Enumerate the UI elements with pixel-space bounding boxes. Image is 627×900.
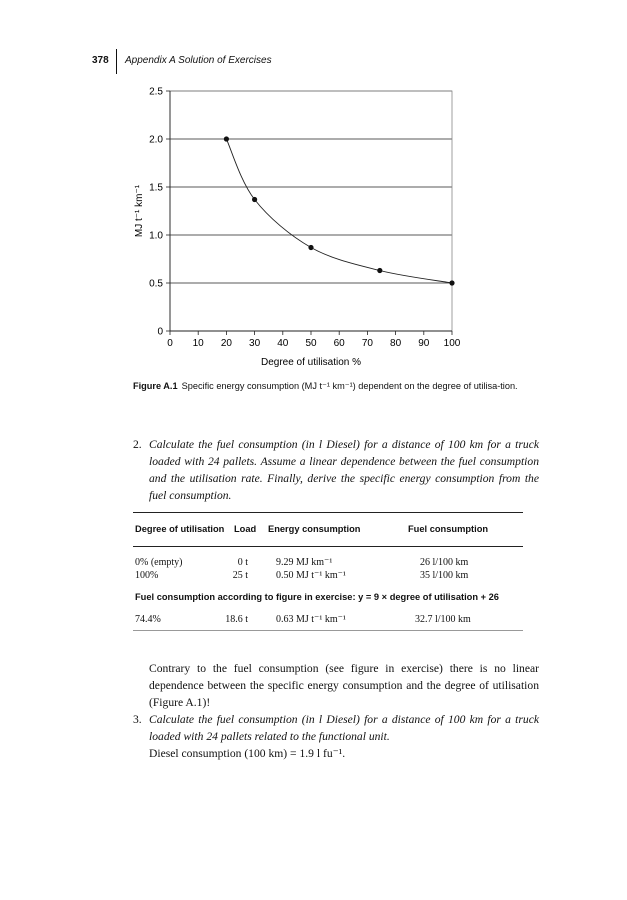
table-header-utilisation: Degree of utilisation [135, 524, 225, 534]
page-number: 378 [92, 55, 109, 66]
table-cell: 26 l/100 km [420, 557, 469, 568]
table-header-energy: Energy consumption [268, 524, 361, 534]
x-tick-label: 90 [418, 338, 430, 349]
table-cell: 0.63 MJ t⁻¹ km⁻¹ [276, 614, 346, 625]
exercise-2-number: 2. [133, 438, 142, 451]
data-point [308, 245, 313, 250]
x-tick-label: 20 [220, 338, 232, 349]
contrary-paragraph: Contrary to the fuel consumption (see figure in exercise) there is no linear dependence between the specific energy consumption and the degree of utilisation (Figure A.1)! [149, 662, 539, 709]
exercise-2-text: Calculate the fuel consumption (in l Diesel) for a distance of 100 km for a truck loaded with 24 pallets. Assume a linear dependence between the fuel consumption and the utilisation rate. Finally, derive the specific energy consumption from the fuel consumption. [149, 438, 539, 502]
x-tick-label: 70 [361, 338, 373, 349]
table-top-rule [133, 512, 523, 513]
y-axis-ticks [149, 87, 170, 338]
table-cell: 18.6 t [225, 614, 248, 625]
y-axis-label: MJ t⁻¹ km⁻¹ [134, 184, 145, 238]
table-cell: 0.50 MJ t⁻¹ km⁻¹ [276, 570, 346, 581]
chart-axes [170, 91, 452, 331]
table-cell: 32.7 l/100 km [415, 614, 471, 625]
y-tick-label: 0.5 [149, 278, 163, 290]
exercise-2 [133, 436, 539, 504]
figure-caption-text: Specific energy consumption (MJ t⁻¹ km⁻¹) dependent on the degree of utilisa-tion. [181, 381, 518, 391]
x-tick-label: 60 [333, 338, 345, 349]
x-tick-label: 30 [249, 338, 261, 349]
table-cell: 100% [135, 570, 159, 581]
y-tick-label: 2.5 [149, 86, 163, 98]
x-tick-label: 0 [167, 338, 173, 349]
exercise-3-text: Calculate the fuel consumption (in l Diesel) for a distance of 100 km for a truck loaded with 24 pallets related to the functional unit. [149, 713, 539, 743]
diesel-consumption-line: Diesel consumption (100 km) = 1.9 l fu⁻¹. [149, 747, 346, 760]
table-cell: 74.4% [135, 614, 161, 625]
chart-series [224, 136, 455, 285]
series-line [226, 139, 452, 283]
figure-label: Figure A.1 [133, 381, 178, 391]
table-bottom-rule [133, 630, 523, 631]
x-tick-label: 50 [305, 338, 317, 349]
y-tick-label: 2.0 [149, 134, 163, 146]
chart-gridlines [170, 91, 452, 283]
exercise-3-number: 3. [133, 713, 142, 726]
table-formula-row: Fuel consumption according to figure in exercise: y = 9 × degree of utilisation + 26 [135, 592, 499, 602]
y-tick-label: 1.5 [149, 182, 163, 194]
table-cell: 0% (empty) [135, 557, 183, 568]
exercise-3 [133, 711, 539, 745]
y-tick-label: 1.0 [149, 230, 163, 242]
figure-caption [133, 380, 539, 393]
table-cell: 25 t [232, 570, 248, 581]
x-tick-label: 10 [192, 338, 204, 349]
table-header-rule [133, 546, 523, 547]
x-tick-label: 80 [390, 338, 402, 349]
table-header-fuel: Fuel consumption [408, 524, 489, 534]
data-point [224, 136, 229, 141]
x-tick-label: 100 [443, 338, 461, 349]
energy-consumption-chart [130, 80, 470, 370]
table-cell: 0 t [237, 557, 248, 568]
plot-frame [170, 91, 452, 331]
x-axis-label: Degree of utilisation % [260, 357, 362, 368]
y-tick-label: 0 [157, 326, 163, 338]
x-tick-label: 40 [277, 338, 289, 349]
running-title: Appendix A Solution of Exercises [125, 55, 272, 66]
table-header-load: Load [234, 524, 257, 534]
data-point [377, 268, 382, 273]
table-cell: 9.29 MJ km⁻¹ [276, 557, 333, 568]
data-point [252, 197, 257, 202]
x-axis-ticks [167, 331, 461, 349]
data-point [449, 280, 454, 285]
header-divider [116, 49, 117, 74]
table-cell: 35 l/100 km [420, 570, 469, 581]
